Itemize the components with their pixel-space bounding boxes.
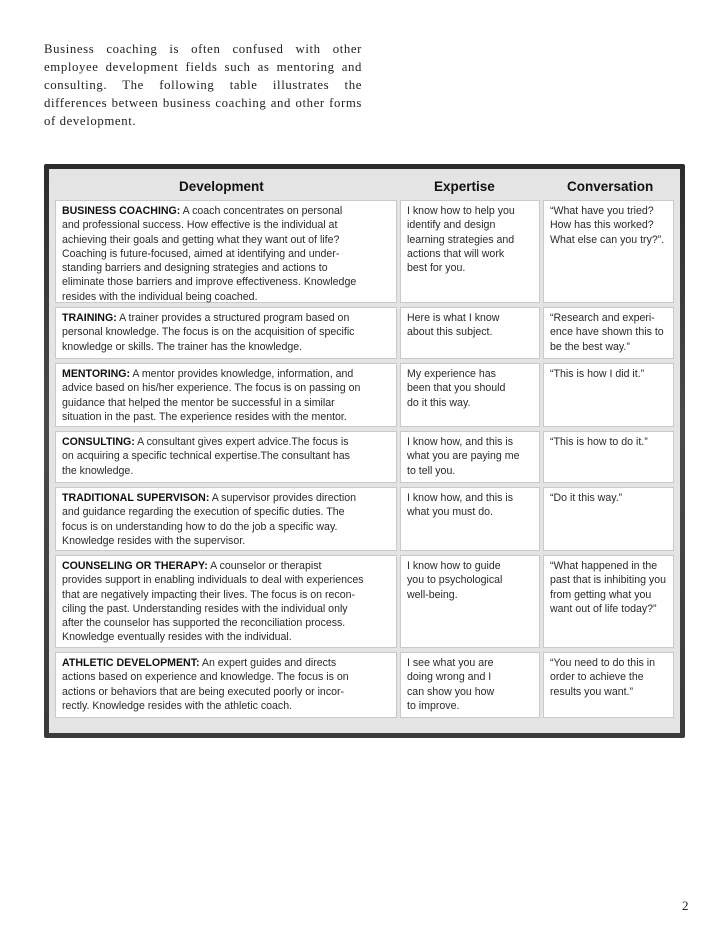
development-cell	[55, 652, 397, 718]
table-row-mentoring	[49, 363, 680, 427]
table-row-training	[49, 307, 680, 359]
row-term: MENTORING:	[62, 368, 131, 380]
table-header	[49, 174, 680, 198]
comparison-table	[44, 164, 685, 738]
row-term: BUSINESS COACHING:	[62, 205, 181, 217]
row-term: ATHLETIC DEVELOPMENT:	[62, 657, 200, 669]
expertise-cell: I see what you are doing wrong and I can show you how to improve.	[400, 652, 540, 718]
conversation-cell: “You need to do this in order to achieve the results you want.”	[543, 652, 674, 718]
development-cell	[55, 487, 397, 551]
conversation-cell: “What happened in the past that is inhibiting you from getting what you want out of life today?”	[543, 555, 674, 648]
development-cell	[55, 363, 397, 427]
expertise-cell: I know how, and this is what you are paying me to tell you.	[400, 431, 540, 483]
expertise-cell: I know how, and this is what you must do.	[400, 487, 540, 551]
development-text: An expert guides and directs actions based on experience and knowledge. The focus is on actions or behaviors that are being executed poorly or incor- rectly. Knowledge resides with the athletic coach.	[62, 657, 349, 712]
table-row-business-coaching	[49, 200, 680, 303]
row-term: TRAINING:	[62, 312, 117, 324]
conversation-cell: “This is how I did it.”	[543, 363, 674, 427]
expertise-cell: I know how to guide you to psychological well-being.	[400, 555, 540, 648]
table-row-counseling-or-therapy	[49, 555, 680, 648]
table-row-athletic-development	[49, 652, 680, 718]
row-term: CONSULTING:	[62, 436, 135, 448]
conversation-cell: “This is how to do it.”	[543, 431, 674, 483]
page-number: 2	[682, 898, 689, 913]
table-body	[49, 169, 680, 733]
conversation-cell: “Do it this way.”	[543, 487, 674, 551]
intro-paragraph: Business coaching is often confused with other employee development fields such as mentoring and consulting. The following table illustrates the differences between business coaching and other forms of development.	[44, 42, 362, 128]
header-expertise: Expertise	[434, 179, 495, 194]
development-text: A supervisor provides direction and guidance regarding the execution of specific duties. The focus is on understanding how to do the job a specific way. Knowledge resides with the supervisor.	[62, 492, 356, 547]
header-development: Development	[179, 179, 264, 194]
table-row-traditional-supervision	[49, 487, 680, 551]
expertise-cell: I know how to help you identify and design learning strategies and actions that will work best for you.	[400, 200, 540, 303]
development-cell	[55, 555, 397, 648]
development-text: A mentor provides knowledge, information, and advice based on his/her experience. The focus is on passing on guidance that helped the mentor be successful in a similar situation in the past. The experience resides with the mentor.	[62, 368, 361, 423]
development-text: A coach concentrates on personal and professional success. How effective is the individual at achieving their goals and getting what they want out of life? Coaching is future-focused, aimed at identifying and under- standing barriers and designing strategies and actions to eliminate those barriers and improve effectiveness. Knowledge resides with the individual being coached.	[62, 205, 357, 303]
development-cell	[55, 431, 397, 483]
conversation-cell: “What have you tried? How has this worked? What else can you try?”.	[543, 200, 674, 303]
expertise-cell: Here is what I know about this subject.	[400, 307, 540, 359]
row-term: TRADITIONAL SUPERVISON:	[62, 492, 210, 504]
header-conversation: Conversation	[567, 179, 654, 194]
conversation-cell: “Research and experi- ence have shown this to be the best way.”	[543, 307, 674, 359]
development-text: A trainer provides a structured program based on personal knowledge. The focus is on the acquisition of specific knowledge or skills. The trainer has the knowledge.	[62, 312, 355, 353]
table-row-consulting	[49, 431, 680, 483]
row-term: COUNSELING OR THERAPY:	[62, 560, 208, 572]
development-text: A counselor or therapist provides support in enabling individuals to deal with experiences that are negatively impacting their lives. The focus is on recon- ciling the past. Understanding resides with the individual only after the counselor has supported the reconciliation process. Knowledge eventually resides with the individual.	[62, 560, 364, 644]
expertise-cell: My experience has been that you should do it this way.	[400, 363, 540, 427]
development-cell	[55, 200, 397, 303]
development-text: A consultant gives expert advice.The focus is on acquiring a specific technical expertise.The consultant has the knowledge.	[62, 436, 350, 477]
development-cell	[55, 307, 397, 359]
